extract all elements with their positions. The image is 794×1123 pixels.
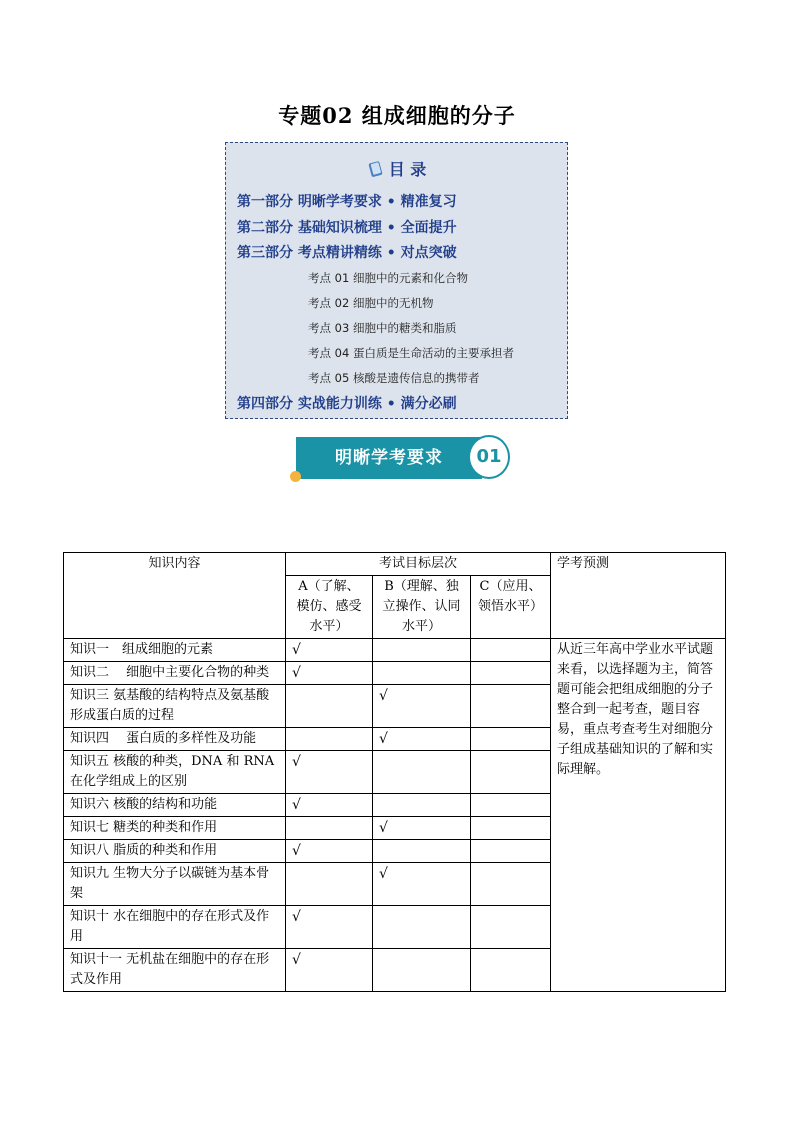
row-level-a	[286, 685, 373, 728]
toc-heading	[226, 157, 567, 182]
row-level-a: √	[286, 840, 373, 863]
row-level-a: √	[286, 751, 373, 794]
row-level-c	[471, 863, 551, 906]
row-level-c	[471, 751, 551, 794]
row-level-b	[373, 906, 471, 949]
row-level-b: √	[373, 685, 471, 728]
row-level-b: √	[373, 728, 471, 751]
row-level-b	[373, 949, 471, 992]
row-level-a: √	[286, 949, 373, 992]
row-level-a: √	[286, 906, 373, 949]
row-level-c	[471, 639, 551, 662]
header-levels: 考试目标层次	[286, 553, 551, 576]
toc-heading-text: 目 录	[388, 160, 427, 179]
row-level-c	[471, 728, 551, 751]
row-level-c	[471, 840, 551, 863]
requirements-table	[63, 552, 726, 992]
row-level-c	[471, 949, 551, 992]
banner-label: 明晰学考要求	[296, 437, 482, 479]
row-level-c	[471, 685, 551, 728]
toc-part-2[interactable]: 第二部分 基础知识梳理 • 全面提升	[237, 220, 457, 236]
row-level-a: √	[286, 794, 373, 817]
row-level-b	[373, 840, 471, 863]
row-name: 知识五 核酸的种类，DNA 和 RNA 在化学组成上的区别	[64, 751, 286, 794]
header-level-c: C（应用、领悟水平）	[471, 576, 551, 639]
row-name: 知识三 氨基酸的结构特点及氨基酸形成蛋白质的过程	[64, 685, 286, 728]
row-name: 知识十一 无机盐在细胞中的存在形式及作用	[64, 949, 286, 992]
toc-subitem-1[interactable]: 考点 01 细胞中的元素和化合物	[308, 271, 468, 285]
toc-subitem-4[interactable]: 考点 04 蛋白质是生命活动的主要承担者	[308, 346, 514, 360]
row-name: 知识十 水在细胞中的存在形式及作用	[64, 906, 286, 949]
toc-part-4[interactable]: 第四部分 实战能力训练 • 满分必刷	[237, 396, 457, 412]
row-level-b: √	[373, 863, 471, 906]
row-level-b	[373, 639, 471, 662]
toc-subitem-2[interactable]: 考点 02 细胞中的无机物	[308, 296, 434, 310]
forecast-text: 从近三年高中学业水平试题来看，以选择题为主，简答题可能会把组成细胞的分子整合到一起考查，题目容易，重点考查考生对细胞分子组成基础知识的了解和实际理解。	[551, 639, 726, 992]
row-level-c	[471, 906, 551, 949]
table-of-contents	[225, 142, 568, 419]
row-name: 知识八 脂质的种类和作用	[64, 840, 286, 863]
row-name: 知识七 糖类的种类和作用	[64, 817, 286, 840]
row-level-a	[286, 817, 373, 840]
row-name: 知识二 细胞中主要化合物的种类	[64, 662, 286, 685]
header-forecast: 学考预测	[551, 553, 726, 639]
table-row	[64, 639, 726, 662]
row-level-c	[471, 794, 551, 817]
row-name: 知识一 组成细胞的元素	[64, 639, 286, 662]
book-icon	[367, 160, 385, 182]
row-level-a: √	[286, 662, 373, 685]
row-level-a	[286, 728, 373, 751]
page-title: 专题02 组成细胞的分子	[278, 103, 516, 128]
row-level-c	[471, 662, 551, 685]
header-level-a: A（了解、模仿、感受水平）	[286, 576, 373, 639]
banner-dot	[290, 471, 301, 482]
toc-subitem-3[interactable]: 考点 03 细胞中的糖类和脂质	[308, 321, 457, 335]
toc-part-3[interactable]: 第三部分 考点精讲精练 • 对点突破	[237, 245, 457, 261]
header-level-b: B（理解、独立操作、认同水平）	[373, 576, 471, 639]
toc-part-1[interactable]: 第一部分 明晰学考要求 • 精准复习	[237, 194, 457, 210]
row-level-b	[373, 794, 471, 817]
row-name: 知识六 核酸的结构和功能	[64, 794, 286, 817]
row-level-b	[373, 662, 471, 685]
header-content: 知识内容	[64, 553, 286, 639]
row-name: 知识九 生物大分子以碳链为基本骨架	[64, 863, 286, 906]
row-level-b: √	[373, 817, 471, 840]
row-name: 知识四 蛋白质的多样性及功能	[64, 728, 286, 751]
banner-number: 01	[468, 435, 510, 479]
row-level-a	[286, 863, 373, 906]
row-level-c	[471, 817, 551, 840]
row-level-b	[373, 751, 471, 794]
section-banner	[296, 435, 516, 485]
row-level-a: √	[286, 639, 373, 662]
toc-subitem-5[interactable]: 考点 05 核酸是遗传信息的携带者	[308, 371, 480, 385]
